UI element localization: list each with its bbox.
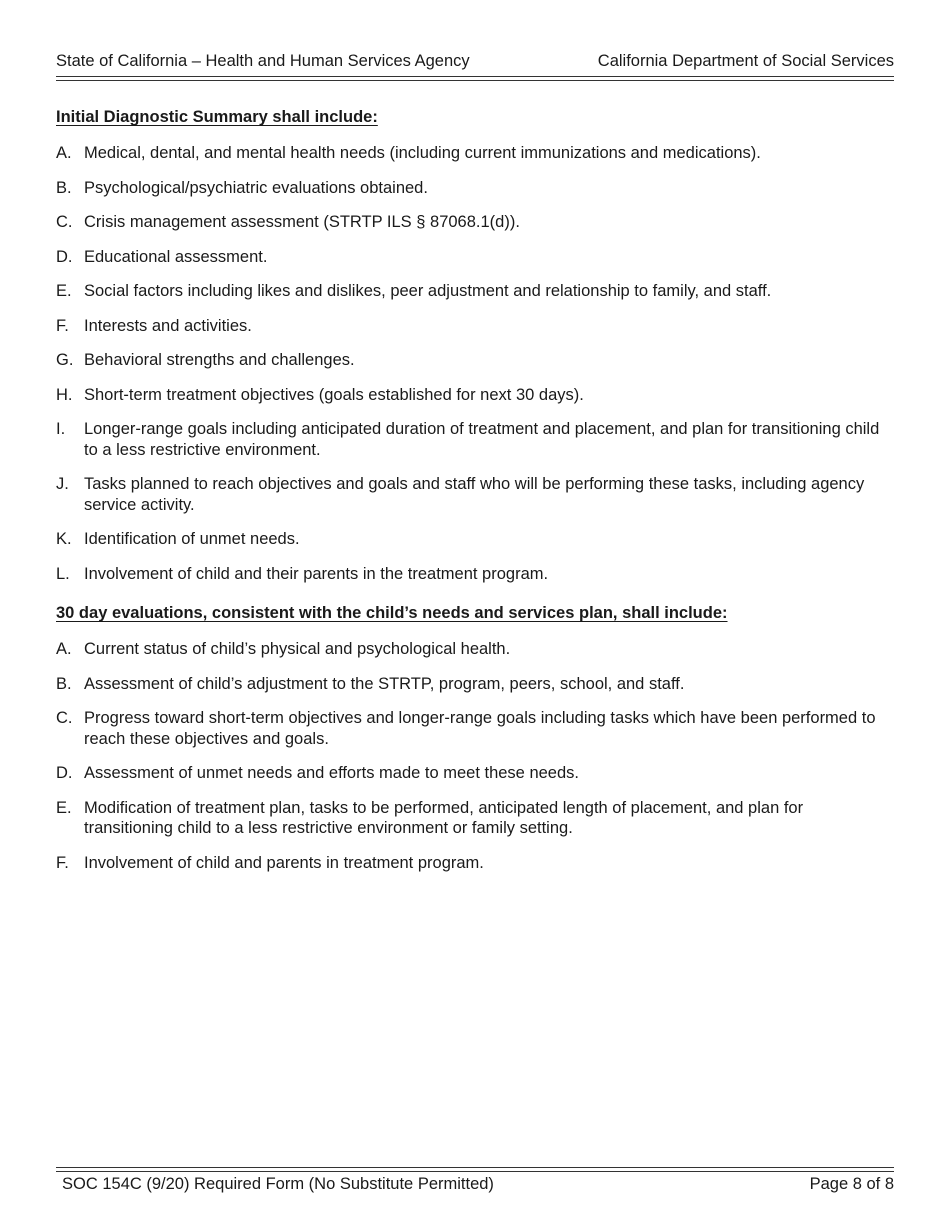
- list-item: [56, 247, 896, 268]
- list-item-letter: G.: [56, 351, 74, 369]
- list-item-letter: L.: [56, 564, 70, 583]
- list-item: [56, 474, 896, 515]
- list-item-letter: E.: [56, 282, 72, 300]
- list-item-letter: H.: [56, 385, 73, 404]
- list-item-text: Educational assessment.: [84, 247, 268, 266]
- list-item: [56, 674, 896, 695]
- list-item-letter: C.: [56, 709, 73, 727]
- list-item-text: Short-term treatment objectives (goals established for next 30 days).: [84, 385, 584, 404]
- list-item-letter: K.: [56, 530, 72, 548]
- list-item-text: Identification of unmet needs.: [84, 530, 300, 548]
- list-item: [56, 763, 896, 784]
- list-item-letter: D.: [56, 764, 73, 782]
- list-item-text: Longer-range goals including anticipated duration of treatment and placement, and plan for transitioning child to a less restrictive environment.: [84, 420, 880, 459]
- list-item: [56, 178, 896, 199]
- section-heading-30-day-evaluations: 30 day evaluations, consistent with the child’s needs and services plan, shall include:: [56, 604, 728, 622]
- page-number: Page 8 of 8: [809, 1175, 894, 1193]
- list-item-text: Modification of treatment plan, tasks to be performed, anticipated length of placement, and plan for transitioning child to a less restrictive environment or family setting.: [84, 798, 804, 837]
- list-item-letter: B.: [56, 674, 72, 693]
- list-item-text: Assessment of child’s adjustment to the STRTP, program, peers, school, and staff.: [84, 674, 685, 693]
- header-divider: [56, 76, 894, 81]
- list-item-letter: J.: [56, 475, 69, 493]
- list-item: [56, 143, 896, 164]
- list-item-letter: D.: [56, 247, 73, 266]
- list-item-text: Involvement of child and parents in treatment program.: [84, 853, 484, 872]
- list-item-text: Interests and activities.: [84, 316, 252, 335]
- section-heading-initial-diagnostic: Initial Diagnostic Summary shall include:: [56, 108, 378, 126]
- list-item: [56, 798, 896, 839]
- list-item-text: Crisis management assessment (STRTP ILS § 87068.1(d)).: [84, 213, 520, 231]
- header-department: California Department of Social Services: [597, 52, 894, 70]
- header-agency: State of California – Health and Human Services Agency: [56, 52, 470, 70]
- list-item: [56, 419, 896, 460]
- footer-form-id: SOC 154C (9/20) Required Form (No Substitute Permitted): [62, 1175, 494, 1193]
- list-item: [56, 708, 896, 749]
- list-item: [56, 853, 896, 874]
- list-item-text: Behavioral strengths and challenges.: [84, 351, 355, 369]
- list-item-letter: B.: [56, 178, 72, 197]
- list-item: [56, 350, 896, 371]
- list-item-text: Tasks planned to reach objectives and goals and staff who will be performing these tasks, including agency service activity.: [84, 475, 865, 514]
- list-item-letter: F.: [56, 316, 69, 335]
- list-item-text: Progress toward short-term objectives and longer-range goals including tasks which have been performed to reach these objectives and goals.: [84, 709, 876, 748]
- list-item-text: Involvement of child and their parents in the treatment program.: [84, 564, 549, 583]
- list-item-text: Psychological/psychiatric evaluations obtained.: [84, 178, 428, 197]
- list-item-letter: A.: [56, 640, 72, 658]
- list-item-letter: E.: [56, 798, 72, 817]
- list-item-text: Medical, dental, and mental health needs (including current immunizations and medications).: [84, 144, 761, 162]
- list-item-text: Current status of child’s physical and psychological health.: [84, 640, 511, 658]
- list-item-letter: A.: [56, 144, 72, 162]
- list-item: [56, 281, 896, 302]
- list-item-letter: I.: [56, 420, 66, 438]
- list-item-letter: C.: [56, 213, 73, 231]
- list-item-letter: F.: [56, 853, 69, 872]
- list-item: [56, 529, 896, 550]
- list-item: [56, 564, 896, 585]
- list-item: [56, 385, 896, 406]
- list-item-text: Assessment of unmet needs and efforts made to meet these needs.: [84, 764, 579, 782]
- initial-diagnostic-list: [56, 143, 896, 598]
- list-item: [56, 316, 896, 337]
- list-item: [56, 639, 896, 660]
- list-item-text: Social factors including likes and dislikes, peer adjustment and relationship to family, and staff.: [84, 282, 772, 300]
- list-item: [56, 212, 896, 233]
- thirty-day-evaluations-list: [56, 639, 896, 887]
- footer-divider: [56, 1167, 894, 1172]
